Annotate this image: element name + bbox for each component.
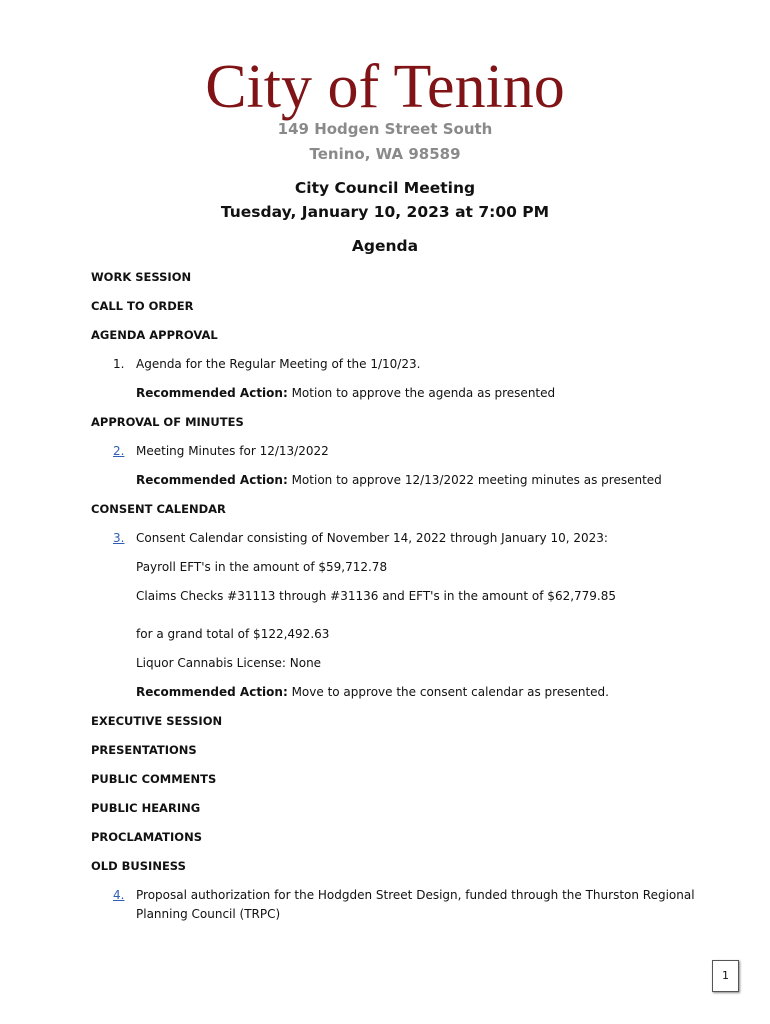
section-work-session: WORK SESSION	[91, 270, 192, 284]
section-executive-session: EXECUTIVE SESSION	[91, 714, 223, 728]
rec-text: Motion to approve 12/13/2022 meeting minutes as presented	[287, 473, 662, 487]
address-line-2: Tenino, WA 98589	[309, 145, 461, 163]
section-consent-calendar: CONSENT CALENDAR	[91, 502, 226, 516]
meeting-date: Tuesday, January 10, 2023 at 7:00 PM	[220, 203, 550, 221]
agenda-heading: Agenda	[351, 237, 419, 255]
meeting-title: City Council Meeting	[294, 179, 476, 197]
rec-label: Recommended Action:	[136, 473, 288, 487]
item-2-link[interactable]: 2.	[113, 444, 125, 458]
section-presentations: PRESENTATIONS	[91, 743, 197, 757]
item-3-liquor: Liquor Cannabis License: None	[136, 656, 322, 670]
item-3-total: for a grand total of $122,492.63	[136, 627, 330, 641]
address-line-1: 149 Hodgen Street South	[277, 120, 493, 138]
item-2-recommended-action	[136, 473, 662, 487]
item-3-link[interactable]: 3.	[113, 531, 125, 545]
item-1-recommended-action	[136, 386, 555, 400]
item-3-payroll: Payroll EFT's in the amount of $59,712.78	[136, 560, 388, 574]
section-proclamations: PROCLAMATIONS	[91, 830, 202, 844]
rec-text: Motion to approve the agenda as presented	[287, 386, 556, 400]
item-1-text: Agenda for the Regular Meeting of the 1/10/23.	[136, 357, 421, 371]
section-public-comments: PUBLIC COMMENTS	[91, 772, 217, 786]
section-approval-of-minutes: APPROVAL OF MINUTES	[91, 415, 244, 429]
rec-label: Recommended Action:	[136, 386, 288, 400]
item-2-text: Meeting Minutes for 12/13/2022	[136, 444, 329, 458]
page-number: 1	[712, 960, 739, 992]
rec-label: Recommended Action:	[136, 685, 288, 699]
section-public-hearing: PUBLIC HEARING	[91, 801, 201, 815]
rec-text: Move to approve the consent calendar as presented.	[287, 685, 609, 699]
item-4-link[interactable]: 4.	[113, 888, 125, 902]
section-old-business: OLD BUSINESS	[91, 859, 186, 873]
item-4-text-line-2: Planning Council (TRPC)	[136, 907, 281, 921]
item-1-number: 1.	[113, 357, 125, 371]
item-3-recommended-action	[136, 685, 609, 699]
city-title: City of Tenino	[205, 53, 565, 121]
section-call-to-order: CALL TO ORDER	[91, 299, 194, 313]
section-agenda-approval: AGENDA APPROVAL	[91, 328, 218, 342]
item-3-text: Consent Calendar consisting of November 14, 2022 through January 10, 2023:	[136, 531, 608, 545]
item-3-claims: Claims Checks #31113 through #31136 and EFT's in the amount of $62,779.85	[136, 589, 617, 603]
item-4-text-line-1: Proposal authorization for the Hodgden Street Design, funded through the Thurston Regional	[136, 888, 695, 902]
